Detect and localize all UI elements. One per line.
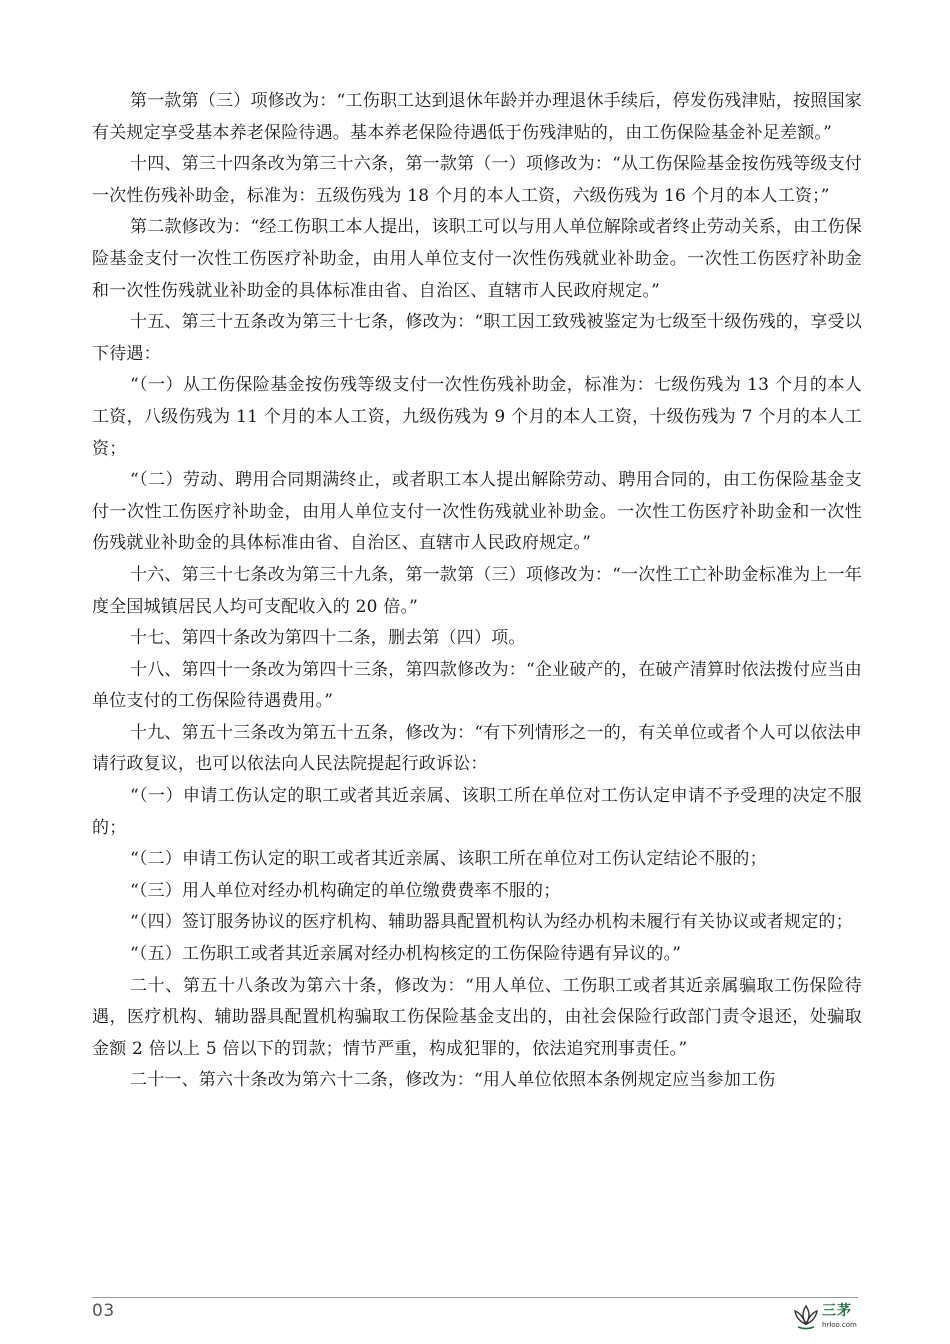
brand-logo	[792, 1300, 872, 1340]
paragraph: 第一款第（三）项修改为：“工伤职工达到退休年龄并办理退休手续后，停发伤残津贴，按照国家有关规定享受基本养老保险待遇。基本养老保险待遇低于伤残津贴的，由工伤保险基金补足差额。”	[92, 91, 862, 143]
paragraph: “（一）申请工伤认定的职工或者其近亲属、该职工所在单位对工伤认定申请不予受理的决定不服的；	[92, 786, 862, 838]
paragraph: “（一）从工伤保险基金按伤残等级支付一次性伤残补助金，标准为：七级伤残为 13 个月的本人工资，八级伤残为 11 个月的本人工资，九级伤残为 9 个月的本人工资，十级伤残为 7 个月的本人工资；	[92, 375, 862, 459]
footer-divider	[92, 1297, 858, 1298]
document-body	[92, 86, 862, 1097]
paragraph: 第二款修改为：“经工伤职工本人提出，该职工可以与用人单位解除或者终止劳动关系，由工伤保险基金支付一次性工伤医疗补助金，由用人单位支付一次性伤残就业补助金。一次性工伤医疗补助金和一次性伤残就业补助金的具体标准由省、自治区、直辖市人民政府规定。”	[92, 217, 862, 301]
paragraph: “（五）工伤职工或者其近亲属对经办机构核定的工伤保险待遇有异议的。”	[130, 944, 682, 965]
logo-name: 三茅	[822, 1303, 852, 1319]
paragraph: 二十一、第六十条改为第六十二条，修改为：“用人单位依照本条例规定应当参加工伤	[130, 1070, 776, 1091]
paragraph: 十六、第三十七条改为第三十九条，第一款第（三）项修改为：“一次性工亡补助金标准为上一年度全国城镇居民人均可支配收入的 20 倍。”	[92, 564, 862, 617]
paragraph: 十四、第三十四条改为第三十六条，第一款第（一）项修改为：“从工伤保险基金按伤残等级支付一次性伤残补助金，标准为：五级伤残为 18 个月的本人工资，六级伤残为 16 个月的本人工资；”	[92, 154, 862, 206]
paragraph: 十七、第四十条改为第四十二条，删去第（四）项。	[130, 628, 526, 649]
paragraph: “（二）申请工伤认定的职工或者其近亲属、该职工所在单位对工伤认定结论不服的；	[130, 849, 767, 870]
paragraph: “（三）用人单位对经办机构确定的单位缴费费率不服的；	[130, 880, 561, 901]
lotus-icon	[792, 1302, 820, 1332]
logo-url: hrloo.com	[822, 1321, 857, 1329]
page-number: 03	[92, 1301, 115, 1321]
paragraph: 十五、第三十五条改为第三十七条，修改为：“职工因工致残被鉴定为七级至十级伤残的，享受以下待遇：	[92, 312, 862, 364]
paragraph: “（四）签订服务协议的医疗机构、辅助器具配置机构认为经办机构未履行有关协议或者规定的；	[130, 912, 853, 933]
paragraph: 十九、第五十三条改为第五十五条，修改为：“有下列情形之一的，有关单位或者个人可以依法申请行政复议，也可以依法向人民法院提起行政诉讼：	[92, 722, 862, 775]
paragraph: 二十、第五十八条改为第六十条，修改为：“用人单位、工伤职工或者其近亲属骗取工伤保险待遇，医疗机构、辅助器具配置机构骗取工伤保险基金支出的，由社会保险行政部门责令退还，处骗取金额 2 倍以上 5 倍以下的罚款；情节严重，构成犯罪的，依法追究刑事责任。”	[92, 975, 862, 1059]
paragraph: 十八、第四十一条改为第四十三条，第四款修改为：“企业破产的，在破产清算时依法拨付应当由单位支付的工伤保险待遇费用。”	[92, 659, 862, 712]
paragraph: “（二）劳动、聘用合同期满终止，或者职工本人提出解除劳动、聘用合同的，由工伤保险基金支付一次性工伤医疗补助金，由用人单位支付一次性伤残就业补助金。一次性工伤医疗补助金和一次性伤残就业补助金的具体标准由省、自治区、直辖市人民政府规定。”	[92, 470, 862, 554]
